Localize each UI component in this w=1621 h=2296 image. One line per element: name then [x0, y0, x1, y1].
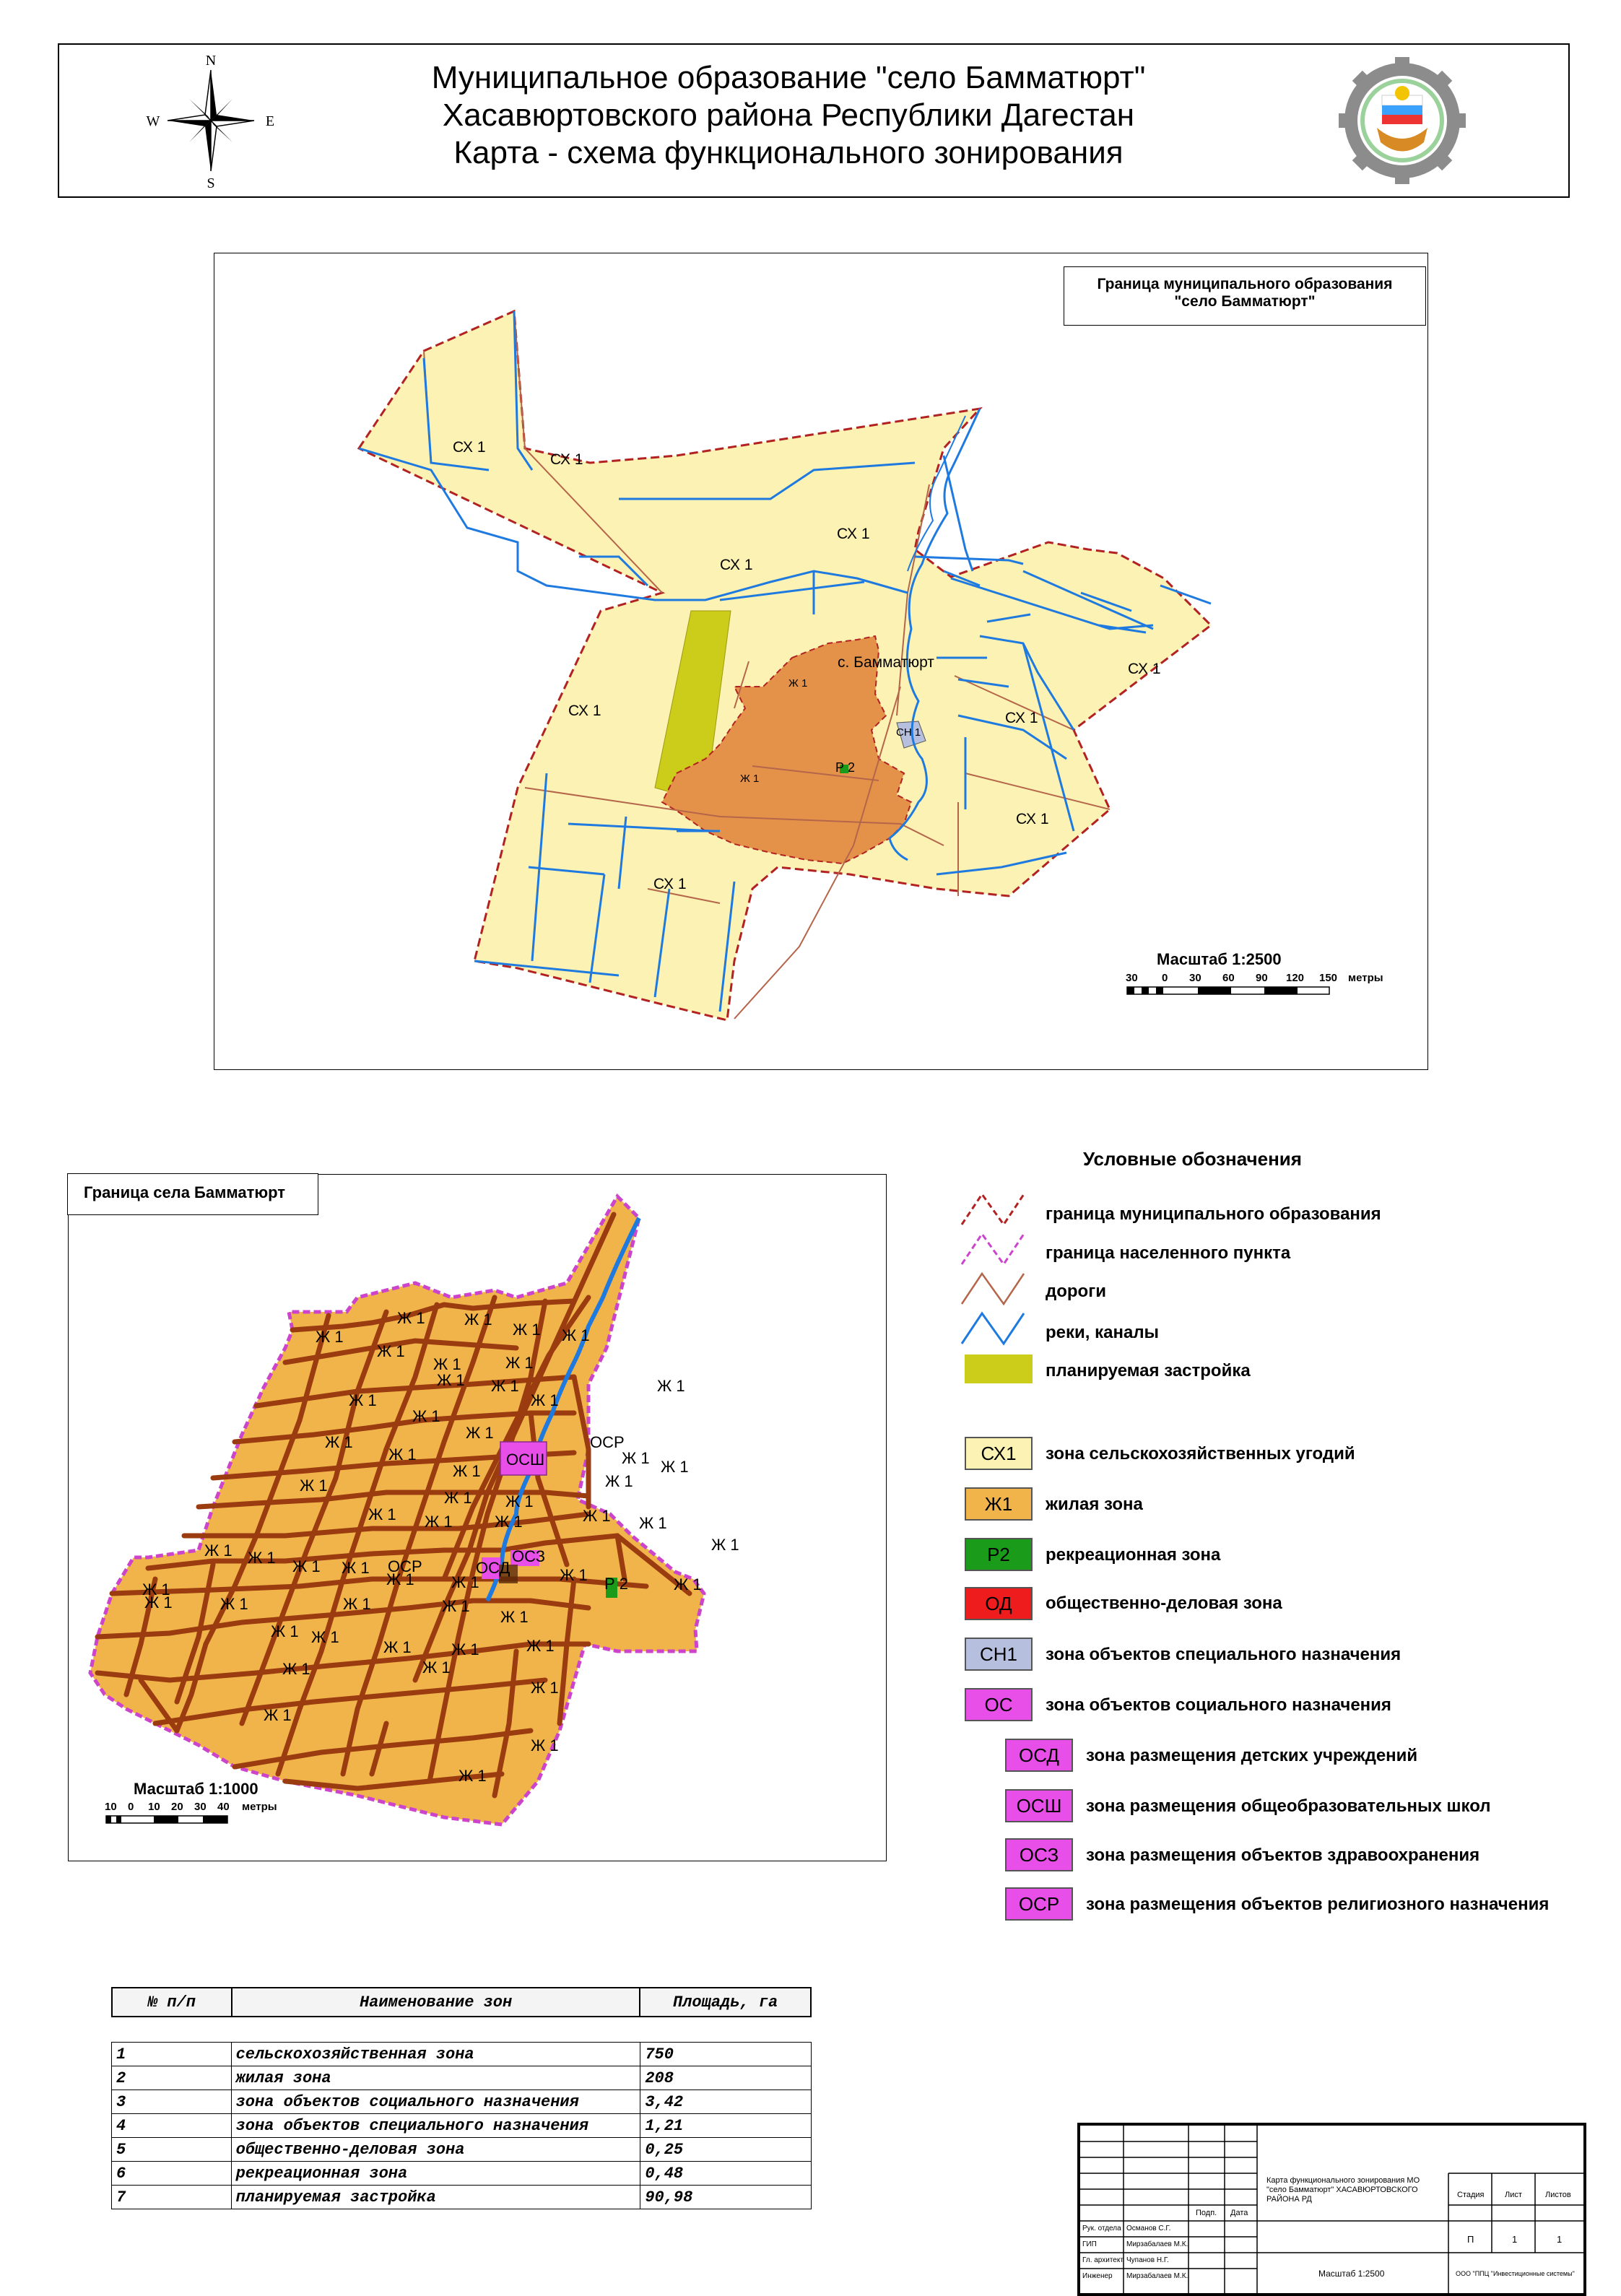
- zone-label: Ж 1: [377, 1342, 405, 1360]
- zones-table-header: [111, 1987, 812, 2017]
- r-label: Р 2: [604, 1575, 629, 1593]
- planned-development-swatch: [965, 1354, 1033, 1383]
- scale-tick: 60: [1222, 972, 1235, 984]
- road-symbol-icon: [960, 1271, 1025, 1307]
- osr-label: ОСР: [590, 1433, 625, 1451]
- osd-label: ОСД: [476, 1559, 510, 1577]
- zone-label: Ж 1: [325, 1433, 353, 1451]
- cell-area: 3,42: [640, 2090, 812, 2114]
- zone-label: Ж 1: [562, 1326, 590, 1344]
- zone-label: Ж 1: [505, 1354, 534, 1372]
- zone-label-sx: СХ 1: [837, 526, 870, 542]
- zone-label: Ж 1: [513, 1321, 541, 1339]
- legend-label-roads: дороги: [1046, 1282, 1106, 1301]
- district-emblem-icon: [1337, 56, 1467, 186]
- zone-label: Ж 1: [248, 1549, 276, 1567]
- zone-label-r: Р 2: [835, 760, 856, 775]
- cell-area: 1,21: [640, 2114, 812, 2138]
- legend-swatch-osr: ОСР: [1005, 1887, 1073, 1921]
- zone-label: Ж 1: [144, 1593, 173, 1612]
- header-panel: [58, 43, 1570, 198]
- zone-label: Ж 1: [505, 1492, 534, 1510]
- stamp-document-title: Карта функционального зонирования МО "село Бамматюрт" ХАСАВЮРТОВСКОГО РАЙОНА РД: [1266, 2176, 1420, 2204]
- compass-e-label: E: [265, 113, 275, 129]
- municipal-map-frame: [214, 253, 1428, 1070]
- cell-area: 90,98: [640, 2186, 812, 2209]
- legend-swatch-r2: Р2: [965, 1538, 1033, 1571]
- zone-label: Ж 1: [437, 1371, 465, 1389]
- zone-label: Ж 1: [526, 1637, 555, 1655]
- zone-label: Ж 1: [444, 1489, 472, 1507]
- settlement-boundary-symbol-icon: [960, 1231, 1025, 1267]
- settlement-boundary: [90, 1196, 704, 1825]
- page-title: [334, 59, 1243, 172]
- zone-label: Ж 1: [661, 1458, 689, 1476]
- col-header-area: Площадь, га: [640, 1988, 811, 2017]
- title-block-stamp: [1077, 2123, 1586, 2296]
- stamp-person: Османов С.Г.: [1126, 2225, 1171, 2232]
- stamp-list-value: 1: [1512, 2234, 1518, 2245]
- legend-swatch-od: ОД: [965, 1587, 1033, 1620]
- scale-tick: 10: [105, 1801, 117, 1813]
- scale-tick: 40: [217, 1801, 230, 1813]
- zone-label: Ж 1: [422, 1658, 451, 1677]
- zone-label: Ж 1: [342, 1559, 370, 1577]
- stamp-role: Гл. архитект: [1082, 2256, 1124, 2264]
- zone-label: Ж 1: [300, 1477, 328, 1495]
- zone-label: Ж 1: [657, 1377, 685, 1395]
- settlement-caption: Граница села Бамматюрт: [84, 1183, 286, 1201]
- legend-label-cn1: зона объектов специального назначения: [1046, 1645, 1401, 1664]
- scale-title-top: Масштаб 1:2500: [1157, 950, 1282, 968]
- cell-number: 4: [112, 2114, 232, 2138]
- osr-label: ОСР: [388, 1557, 422, 1575]
- scale-unit: метры: [242, 1801, 277, 1813]
- zone-label: Ж 1: [264, 1706, 292, 1724]
- scale-bar-bottom: [105, 1780, 277, 1823]
- cell-name: зона объектов социального назначения: [231, 2090, 640, 2114]
- zone-label-sx: СХ 1: [653, 876, 687, 892]
- cell-name: зона объектов специального назначения: [231, 2114, 640, 2138]
- zone-label: Ж 1: [531, 1736, 559, 1754]
- title-line-2: Хасавюртовского района Республики Дагестан: [442, 97, 1135, 133]
- stamp-podp-label: Подп.: [1196, 2209, 1217, 2217]
- cell-name: общественно-деловая зона: [231, 2138, 640, 2162]
- compass-w-label: W: [146, 113, 160, 129]
- legend-label-od: общественно-деловая зона: [1046, 1593, 1282, 1613]
- zone-label: Ж 1: [425, 1513, 453, 1531]
- stamp-listov-value: 1: [1557, 2234, 1563, 2245]
- village-name: с. Бамматюрт: [838, 654, 934, 671]
- legend-label-r2: рекреационная зона: [1046, 1545, 1221, 1565]
- zone-label: Ж 1: [220, 1595, 248, 1613]
- zone-label: Ж 1: [583, 1507, 611, 1525]
- cell-number: 1: [112, 2043, 232, 2066]
- settlement-map[interactable]: [69, 1175, 886, 1861]
- table-row: [112, 2162, 812, 2186]
- table-row: [112, 2043, 812, 2066]
- zone-label: Ж 1: [531, 1679, 559, 1697]
- stamp-data-label: Дата: [1230, 2209, 1248, 2217]
- legend-title: Условные обозначения: [1083, 1148, 1302, 1170]
- zone-label: Ж 1: [674, 1575, 702, 1593]
- zone-label-sx: СХ 1: [550, 451, 583, 468]
- legend-swatch-osh: ОСШ: [1005, 1789, 1073, 1822]
- scale-tick: 90: [1256, 972, 1268, 984]
- municipal-caption-line-1: Граница муниципального образования: [1097, 276, 1393, 292]
- zone-label-sx: СХ 1: [453, 439, 486, 456]
- legend-swatch-cn1: СН1: [965, 1638, 1033, 1671]
- cell-number: 5: [112, 2138, 232, 2162]
- zone-label: Ж 1: [142, 1580, 170, 1599]
- stamp-stadiya-header: Стадия: [1457, 2191, 1485, 2199]
- zone-label: Ж 1: [605, 1472, 633, 1490]
- legend-label-municipal-boundary: граница муниципального образования: [1046, 1204, 1381, 1224]
- zone-label-zh: Ж 1: [740, 773, 760, 785]
- zone-label: Ж 1: [622, 1449, 650, 1467]
- zone-label: Ж 1: [500, 1608, 529, 1626]
- zone-label: Ж 1: [433, 1355, 461, 1373]
- legend-label-osz: зона размещения объектов здравоохранения: [1086, 1845, 1480, 1865]
- stamp-organization: ООО "ППЦ "Инвестиционные системы": [1456, 2270, 1575, 2277]
- cell-area: 208: [640, 2066, 812, 2090]
- cell-number: 6: [112, 2162, 232, 2186]
- municipal-map[interactable]: [214, 253, 1427, 1069]
- zone-label: Ж 1: [386, 1570, 414, 1588]
- col-header-name: Наименование зон: [232, 1988, 640, 2017]
- river-symbol-icon: [960, 1310, 1025, 1347]
- zone-label: Ж 1: [349, 1391, 377, 1409]
- stamp-person: Чупанов Н.Г.: [1126, 2256, 1169, 2264]
- legend-label-settlement-boundary: граница населенного пункта: [1046, 1243, 1291, 1263]
- table-row: [112, 2186, 812, 2209]
- zone-label: Ж 1: [560, 1566, 588, 1584]
- legend-label-planned: планируемая застройка: [1046, 1361, 1251, 1380]
- settlement-map-frame: [68, 1174, 887, 1861]
- table-row: [112, 2090, 812, 2114]
- zone-label-zh: Ж 1: [788, 677, 808, 690]
- legend-swatch-zh1: Ж1: [965, 1487, 1033, 1521]
- legend-label-zh1: жилая зона: [1046, 1495, 1143, 1514]
- scale-tick: 30: [194, 1801, 207, 1813]
- zone-label: Ж 1: [292, 1557, 321, 1575]
- municipal-caption-line-2: "село Бамматюрт": [1174, 293, 1316, 310]
- cell-area: 0,25: [640, 2138, 812, 2162]
- zone-label: Ж 1: [453, 1462, 481, 1480]
- legend-swatch-os: ОС: [965, 1688, 1033, 1721]
- scale-tick: 30: [1126, 972, 1138, 984]
- col-header-number: № п/п: [112, 1988, 232, 2017]
- zone-label-sx: СХ 1: [1016, 811, 1049, 827]
- zone-label-sx: СХ 1: [720, 557, 753, 573]
- cell-name: сельскохозяйственная зона: [231, 2043, 640, 2066]
- stamp-scale: Масштаб 1:2500: [1318, 2269, 1385, 2279]
- zone-label: Ж 1: [412, 1407, 440, 1425]
- scale-tick: 0: [128, 1801, 134, 1813]
- zone-label: Ж 1: [383, 1638, 412, 1656]
- stamp-person: Мирзабалаев М.К.: [1126, 2272, 1188, 2280]
- legend-swatch-osz: ОСЗ: [1005, 1838, 1073, 1871]
- stamp-role: Рук. отдела: [1082, 2225, 1121, 2232]
- zone-label: Ж 1: [495, 1513, 523, 1531]
- legend-label-osd: зона размещения детских учреждений: [1086, 1746, 1418, 1765]
- title-line-3: Карта - схема функционального зонирования: [453, 135, 1124, 170]
- scale-tick: 30: [1189, 972, 1201, 984]
- zone-label: Ж 1: [311, 1628, 339, 1646]
- cell-number: 2: [112, 2066, 232, 2090]
- legend-label-os: зона объектов социального назначения: [1046, 1695, 1391, 1715]
- zone-label: Ж 1: [204, 1541, 232, 1560]
- zone-label: Ж 1: [639, 1514, 667, 1532]
- cell-area: 750: [640, 2043, 812, 2066]
- zone-label: Ж 1: [368, 1505, 396, 1523]
- scale-bar-top: [1126, 950, 1383, 994]
- cell-name: жилая зона: [231, 2066, 640, 2090]
- zones-table: [111, 2042, 812, 2209]
- zone-label-sx: СХ 1: [1005, 710, 1038, 726]
- compass-s-label: S: [207, 175, 215, 189]
- zone-label: Ж 1: [316, 1328, 344, 1346]
- compass-rose-icon: [146, 52, 276, 189]
- legend-label-osr: зона размещения объектов религиозного назначения: [1086, 1895, 1550, 1914]
- zone-label: Ж 1: [531, 1391, 559, 1409]
- zone-label: Ж 1: [271, 1622, 299, 1640]
- legend-label-rivers: реки, каналы: [1046, 1323, 1160, 1342]
- legend-label-sx1: зона сельскохозяйственных угодий: [1046, 1444, 1355, 1464]
- municipal-boundary-symbol-icon: [960, 1191, 1025, 1227]
- stamp-role: Инженер: [1082, 2272, 1113, 2280]
- zone-label: Ж 1: [451, 1573, 479, 1591]
- zone-label: Ж 1: [491, 1377, 519, 1395]
- zone-label: Ж 1: [464, 1310, 492, 1329]
- cell-area: 0,48: [640, 2162, 812, 2186]
- zone-label: Ж 1: [343, 1595, 371, 1613]
- zone-label-sx: СХ 1: [1128, 661, 1161, 677]
- legend: [939, 1148, 1589, 1870]
- scale-tick: 10: [148, 1801, 160, 1813]
- title-line-1: Муниципальное образование "село Бамматюрт": [431, 60, 1146, 95]
- cell-name: планируемая застройка: [231, 2186, 640, 2209]
- zone-label-cn: СН 1: [896, 726, 921, 739]
- scale-tick: 0: [1162, 972, 1168, 984]
- cell-number: 3: [112, 2090, 232, 2114]
- compass-n-label: N: [205, 53, 217, 69]
- zone-label: Ж 1: [282, 1660, 310, 1678]
- scale-tick: 150: [1319, 972, 1338, 984]
- cell-number: 7: [112, 2186, 232, 2209]
- table-row: [112, 2066, 812, 2090]
- stamp-person: Мирзабалаев М.К.: [1126, 2240, 1188, 2248]
- zone-label: Ж 1: [451, 1640, 479, 1658]
- stamp-stadiya-value: П: [1467, 2234, 1474, 2245]
- table-row: [112, 2114, 812, 2138]
- zone-label: Ж 1: [388, 1445, 417, 1464]
- scale-unit: метры: [1348, 972, 1383, 984]
- zone-label: Ж 1: [459, 1767, 487, 1785]
- stamp-role: ГИП: [1082, 2240, 1097, 2248]
- table-row: [112, 2138, 812, 2162]
- zone-label: Ж 1: [466, 1424, 494, 1442]
- osh-label: ОСШ: [506, 1451, 545, 1469]
- osz-label: ОСЗ: [512, 1547, 546, 1565]
- scale-tick: 120: [1286, 972, 1305, 984]
- scale-title-bottom: Масштаб 1:1000: [134, 1780, 258, 1798]
- legend-label-osh: зона размещения общеобразовательных школ: [1086, 1796, 1491, 1816]
- zone-label: Ж 1: [397, 1309, 425, 1327]
- stamp-listov-header: Листов: [1545, 2191, 1571, 2199]
- zone-label: Ж 1: [711, 1536, 739, 1554]
- stamp-list-header: Лист: [1505, 2191, 1522, 2199]
- zone-label-sx: СХ 1: [568, 703, 601, 719]
- scale-tick: 20: [171, 1801, 183, 1813]
- legend-swatch-osd: ОСД: [1005, 1739, 1073, 1772]
- legend-swatch-sx1: СХ1: [965, 1437, 1033, 1470]
- zone-label: Ж 1: [442, 1597, 470, 1615]
- cell-name: рекреационная зона: [231, 2162, 640, 2186]
